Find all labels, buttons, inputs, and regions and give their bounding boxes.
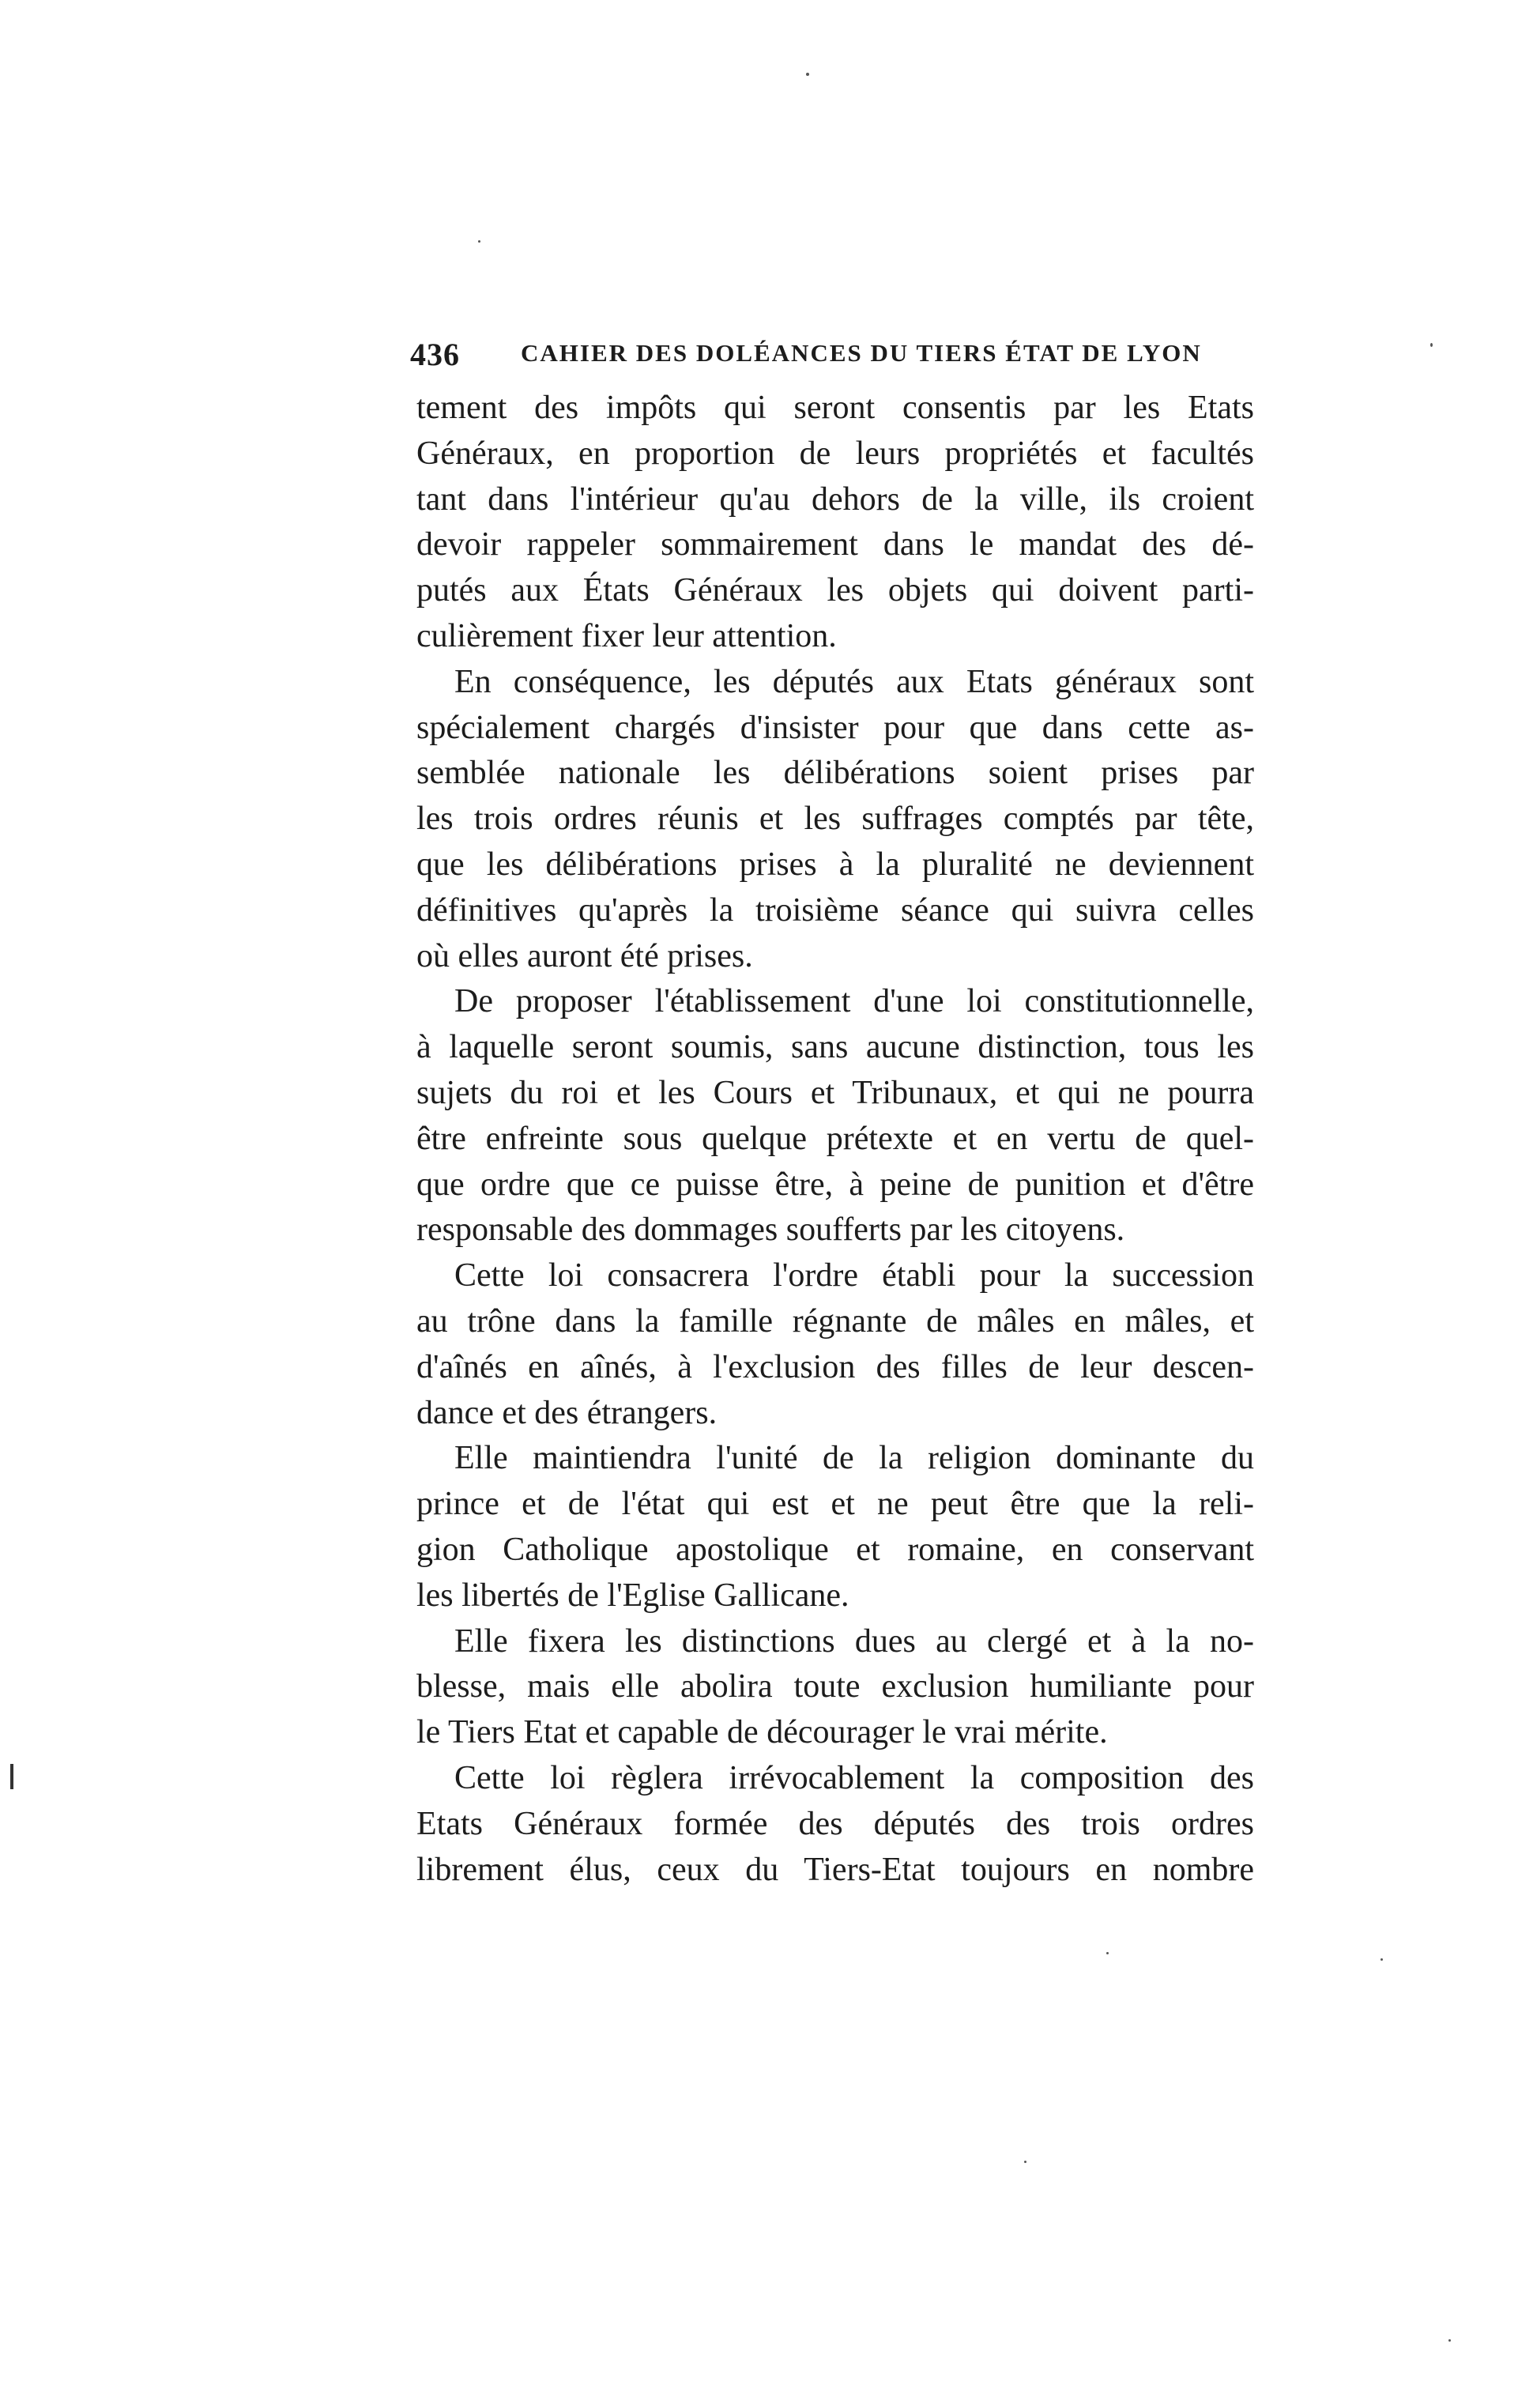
text-line: que les délibérations prises à la pluralité ne deviennent	[416, 846, 1254, 883]
scan-speck	[1106, 1952, 1109, 1954]
scan-speck	[1430, 343, 1433, 347]
scan-speck	[806, 73, 809, 76]
scan-speck	[478, 240, 480, 243]
text-line: prince et de l'état qui est et ne peut être que la reli-	[416, 1486, 1254, 1523]
text-line: les libertés de l'Eglise Gallicane.	[416, 1577, 849, 1614]
text-line: que ordre que ce puisse être, à peine de punition et d'être	[416, 1166, 1254, 1203]
text-line: le Tiers Etat et capable de décourager le vrai mérite.	[416, 1714, 1108, 1751]
text-line: définitives qu'après la troisième séance qui suivra celles	[416, 891, 1254, 929]
scan-speck	[1448, 2339, 1451, 2342]
text-line: où elles auront été prises.	[416, 937, 753, 974]
text-line: être enfreinte sous quelque prétexte et en vertu de quel-	[416, 1120, 1254, 1157]
text-line: sujets du roi et les Cours et Tribunaux, et qui ne pourra	[416, 1074, 1254, 1111]
text-line: à laquelle seront soumis, sans aucune distinction, tous les	[416, 1029, 1254, 1066]
text-line: De proposer l'établissement d'une loi constitutionnelle,	[454, 983, 1254, 1020]
text-line: librement élus, ceux du Tiers-Etat toujours en nombre	[416, 1851, 1254, 1888]
text-line: les trois ordres réunis et les suffrages comptés par tête,	[416, 801, 1254, 838]
text-line: semblée nationale les délibérations soient prises par	[416, 755, 1254, 792]
text-line: tement des impôts qui seront consentis par les Etats	[416, 390, 1254, 426]
text-line: devoir rappeler sommairement dans le mandat des dé-	[416, 526, 1254, 563]
text-line: En conséquence, les députés aux Etats généraux sont	[454, 663, 1254, 700]
text-line: responsable des dommages soufferts par les citoyens.	[416, 1212, 1125, 1249]
page-header	[410, 336, 1252, 383]
running-head: CAHIER DES DOLÉANCES DU TIERS ÉTAT DE LYON	[521, 339, 1202, 367]
scan-speck	[1381, 1958, 1383, 1961]
text-line: gion Catholique apostolique et romaine, en conservant	[416, 1531, 1254, 1568]
body-text	[416, 386, 1254, 1893]
text-line: Cette loi consacrera l'ordre établi pour la succession	[454, 1257, 1254, 1294]
text-line: culièrement fixer leur attention.	[416, 617, 837, 654]
text-line: au trône dans la famille régnante de mâles en mâles, et	[416, 1302, 1254, 1340]
text-line: d'aînés en aînés, à l'exclusion des filles de leur descen-	[416, 1348, 1254, 1385]
scan-speck	[1024, 2161, 1026, 2163]
text-line: spécialement chargés d'insister pour que dans cette as-	[416, 709, 1254, 746]
text-line: tant dans l'intérieur qu'au dehors de la ville, ils croient	[416, 480, 1254, 518]
page-number: 436	[410, 337, 460, 372]
text-line: Elle maintiendra l'unité de la religion dominante du	[454, 1440, 1254, 1477]
text-line: Elle fixera les distinctions dues au clergé et à la no-	[454, 1622, 1254, 1660]
text-line: blesse, mais elle abolira toute exclusion humiliante pour	[416, 1668, 1254, 1705]
text-line: Cette loi règlera irrévocablement la composition des	[454, 1759, 1254, 1796]
text-line: putés aux États Généraux les objets qui doivent parti-	[416, 572, 1254, 609]
text-line: dance et des étrangers.	[416, 1394, 718, 1431]
text-line: Etats Généraux formée des députés des trois ordres	[416, 1805, 1254, 1842]
margin-mark	[10, 1764, 13, 1789]
text-line: Généraux, en proportion de leurs propriétés et facultés	[416, 435, 1254, 472]
